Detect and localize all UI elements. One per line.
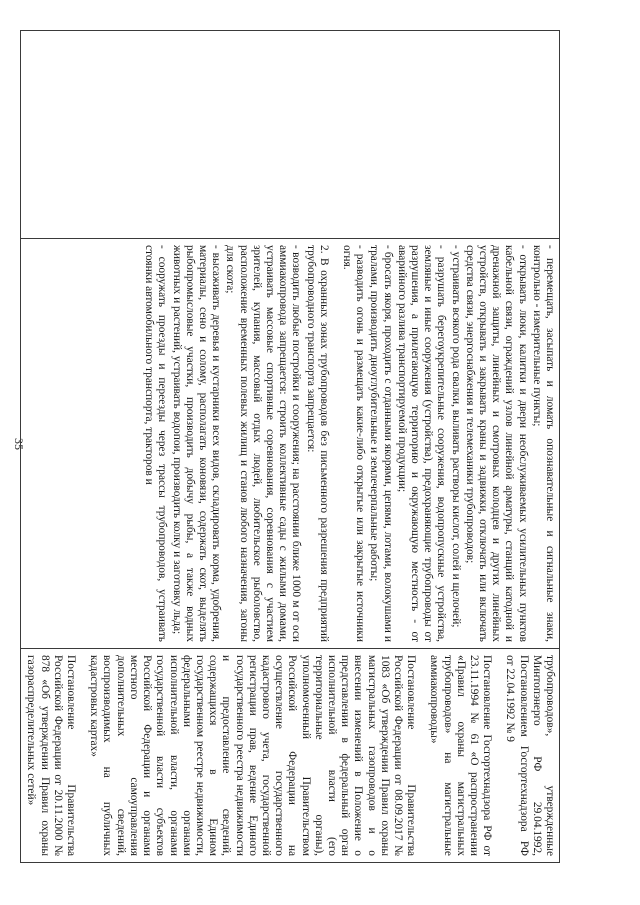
table-row <box>21 31 560 863</box>
page-number: 35 <box>12 438 26 450</box>
legal-act-paragraph: Постановление Правительства Российской Федерации от 20.11.2000 № 878 «Об утверждении Правил охраны газораспределительных сетей» <box>25 655 78 856</box>
landscape-content <box>25 30 560 862</box>
regulation-table <box>20 30 560 863</box>
empty-column-cell <box>21 31 560 239</box>
legal-act-paragraph: трубопроводов», утвержденные Минтопэнерго РФ 29.04.1992, Постановлением Госгортехнадзора РФ от 22.04.1992 № 9 <box>504 655 556 856</box>
restriction-paragraph: - высаживать деревья и кустарники всех видов, складировать корма, удобрения, материалы, сено и солому, располагать коновязи, содержать скот, выделять рыбопромысловые участки, производить добычу рыбы, а также водных животных и растений, устраивать водопои, производить колку и заготовку льда; <box>170 245 223 642</box>
restriction-paragraph: - возводить любые постройки и сооружения; на расстоянии ближе 1000 м от оси аммиакопровода запрещается: строить коллективные сады с жилыми домами, устраивать массовые спортивные соревнования, соревнования с участием зрителей, купания, массовый отдых людей, любительское рыболовство, расположение временных полевых жилищ и станов любого назначения, загоны для скота; <box>224 245 303 642</box>
legal-act-paragraph: Постановление Правительства Российской Федерации от 08.09.2017 № 1083 «Об утверждении Правил охраны магистральных газопроводов и о внесении изменений в Положение о представлении в федеральный орган исполнительной власти (его территориальные органы), уполномоченный Правительством Российской Федерации на осуществление государственного кадастрового учета, государственной регистрации прав, ведение Единого государственного реестра недвижимости и предоставление сведений, содержащихся в Едином государственном реестре недвижимости, федеральными органами исполнительной власти, органами государственной власти субъектов Российской Федерации и органами местного самоуправления дополнительных сведений, воспроизводимых на публичных кадастровых картах» <box>88 655 418 856</box>
paragraph-gap <box>77 655 86 856</box>
paragraph-gap <box>330 245 339 642</box>
restriction-paragraph: - открывать люки, калитки и двери необслуживаемых усилительных пунктов кабельной связи, ограждений узлов линейной арматуры, станций катодной и дренажной защиты, линейных и смотровых колодцев и других линейных устройств, открывать и закрывать краны и задвижки, отключать или включать средства связи, энергоснабжения и телемеханики трубопроводов; <box>463 245 529 642</box>
restriction-paragraph: - перемещать, засыпать и ломать опознавательные и сигнальные знаки, контрольно - измерительные пункты; <box>530 245 556 642</box>
restrictions-cell <box>21 239 560 649</box>
restriction-paragraph: - разрушать берегоукрепительные сооружения, водопропускные устройства, земляные и иные сооружения (устройства), предохраняющие трубопроводы от разрушения, а прилегающую территорию и окружающую местность - от аварийного разлива транспортируемой продукции; <box>395 245 448 642</box>
section-heading-paragraph: 2. В охранных зонах трубопроводов без письменного разрешения предприятий трубопроводного транспорта запрещается: <box>304 245 330 642</box>
legal-acts-cell <box>21 649 560 863</box>
paragraph-gap <box>417 655 426 856</box>
restriction-paragraph: - бросать якоря, проходить с отданными якорями, цепями, лотами, волокушами и тралами, производить дноуглубительные и землечерпальные работы; <box>368 245 394 642</box>
restriction-paragraph: - сооружать проезды и переезды через трассы трубопроводов, устраивать стоянки автомобильного транспорта, тракторов и <box>143 245 169 642</box>
legal-act-paragraph: Постановление Госгортехнадзора РФ от 23.11.1994 № 61 «О распространении «Правил охраны магистральных трубопроводов» на магистральные аммиакопроводы» <box>428 655 494 856</box>
restriction-paragraph: - разводить огонь и размещать какие-либо открытые или закрытые источники огня. <box>340 245 367 642</box>
paragraph-gap <box>493 655 502 856</box>
restriction-paragraph: - устраивать всякого рода свалки, выливать растворы кислот, солей и щелочей; <box>449 245 462 628</box>
